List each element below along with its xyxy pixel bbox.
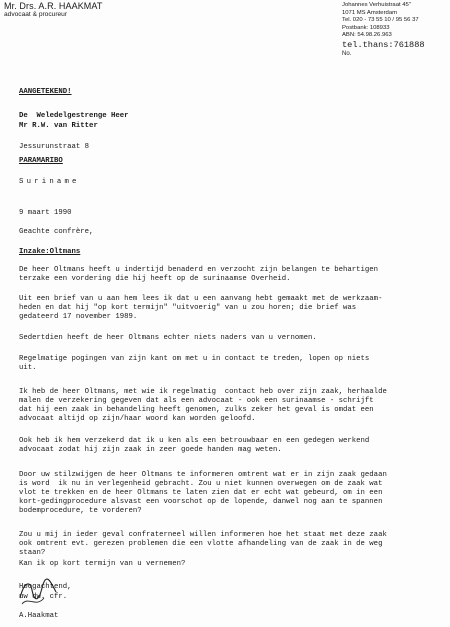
paragraph-line: Kan ik op kort termijn van u vernemen? — [19, 560, 186, 568]
paragraph-line: heden en dat hij "op kort termijn" "uitvoerig" van u zou horen; die brief was — [19, 304, 357, 312]
address-line: Tel. 020 - 73 55 10 / 95 56 37 — [342, 17, 419, 24]
paragraph-line: gedateerd 17 november 1989. — [19, 313, 138, 321]
paragraph-line: advocaat zodat hij zijn zaak in zeer goede handen mag weten. — [19, 446, 282, 454]
paragraph-line: Ook heb ik hem verzekerd dat ik u ken als een betrouwbaar en een gedegen werkend — [19, 437, 370, 445]
registered-mail-mark: AANGETEKEND! — [19, 88, 72, 96]
recipient-street: Jessurunstraat 8 — [19, 143, 90, 151]
paragraph-line: advocaat altijd op zijn/haar woord kan worden geloofd. — [19, 415, 256, 423]
paragraph-line: dat hij een zaak in behandeling heeft genomen, zulks zeker het geval is omdat een — [19, 406, 374, 414]
closing-line: Hoogachtend, — [19, 583, 72, 591]
paragraph-line: uit. — [19, 364, 37, 372]
sender-address — [342, 2, 419, 40]
subject-line: Inzake:Oltmans — [19, 248, 81, 256]
paragraph-line: vlot te trekken en de heer Oltmans te laten zien dat er echt wat gebeurd, om in een — [19, 489, 383, 497]
address-line: 1071 MS Amsterdam — [342, 9, 398, 16]
paragraph-line: is word ik nu in verlegenheid gebracht. Zou u niet kunnen overwegen om de zaak wat — [19, 480, 383, 488]
signatory-name: A.Haakmat — [19, 612, 59, 620]
recipient-line-1: De Weledelgestrenge Heer — [19, 112, 129, 120]
current-phone: tel.thans:761888 — [342, 40, 425, 50]
paragraph-line: malen de verzekering gegeven dat als een advocaat - ook een surinaamse - schrijft — [19, 397, 374, 405]
sender-title: advocaat & procureur — [4, 11, 68, 18]
paragraph-line: Door uw stilzwijgen de heer Oltmans te informeren omtrent wat er in zijn zaak gedaan — [19, 471, 387, 479]
address-line: ABN: 54.98.26.963 — [342, 32, 392, 39]
paragraph-line: De heer Oltmans heeft u indertijd benaderd en verzocht zijn belangen te behartigen — [19, 266, 379, 274]
recipient-country: Suriname — [19, 178, 80, 186]
address-line: Johannes Verhuistraat 45" — [342, 2, 411, 8]
reference-number-label: No. — [342, 51, 352, 57]
paragraph-line: terzake een vordering die hij heeft op de surinaamse Overheid. — [19, 275, 291, 283]
paragraph-line: Zou u mij in ieder geval confraterneel willen informeren hoe het staat met deze zaak — [19, 531, 387, 539]
sender-name: Mr. Drs. A.R. HAAKMAT — [4, 1, 103, 11]
paragraph-line: bodemprocedure, te vorderen? — [19, 507, 142, 515]
letter-date: 9 maart 1990 — [19, 209, 72, 217]
paragraph-line: Uit een brief van u aan hem lees ik dat u een aanvang hebt gemaakt met de werkzaam- — [19, 295, 383, 303]
paragraph-line: kort-gedingprocedure alsvast een voorschot op de lopende, danwel nog aan te spannen — [19, 498, 383, 506]
recipient-city: PARAMARIBO — [19, 157, 63, 165]
address-line: Postbank: 108933 — [342, 24, 390, 31]
paragraph-line: Sedertdien heeft de heer Oltmans echter niets naders van u vernomen. — [19, 334, 317, 342]
paragraph-line: ook omtrent evt. gerezen problemen die een vlotte afhandeling van de zaak in de weg — [19, 540, 383, 548]
paragraph-line: Ik heb de heer Oltmans, met wie ik regelmatig contact heb over zijn zaak, herhaalde — [19, 388, 387, 396]
paragraph-line: Regelmatige pogingen van zijn kant om met u in contact te treden, lopen op niets — [19, 355, 370, 363]
recipient-line-2: Mr R.W. van Ritter — [19, 122, 98, 130]
salutation: Geachte confrère, — [19, 228, 94, 236]
handwritten-signature — [18, 578, 58, 610]
paragraph-line: staan? — [19, 549, 46, 557]
closing-line: uw dw. cfr. — [19, 593, 68, 601]
